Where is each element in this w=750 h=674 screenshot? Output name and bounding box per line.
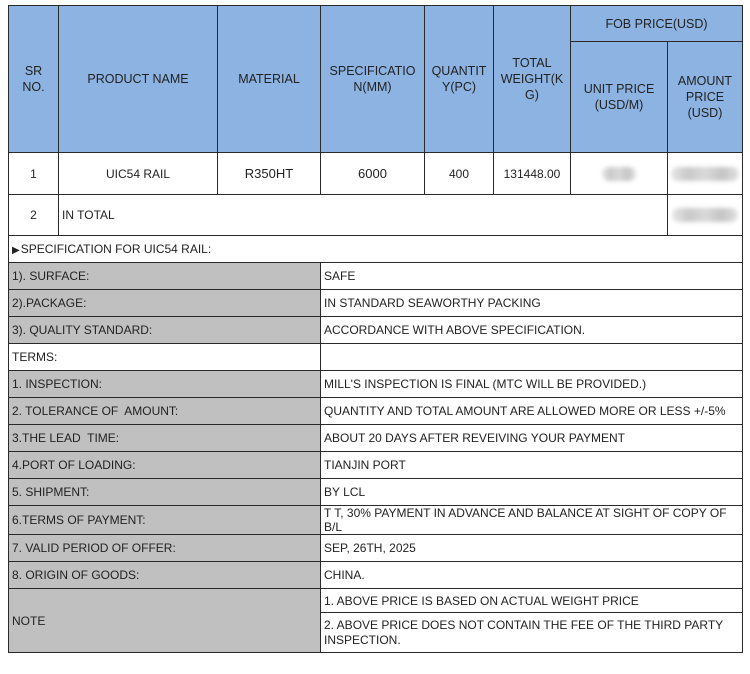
header-quantity: QUANTIT Y(PC) — [425, 6, 494, 153]
spec-row — [9, 317, 743, 344]
table-row — [9, 153, 743, 195]
spec-value: IN STANDARD SEAWORTHY PACKING — [321, 290, 743, 317]
cell-quantity: 400 — [425, 153, 494, 195]
term-label: 1. INSPECTION: — [9, 371, 321, 398]
header-fob-price: FOB PRICE(USD) — [571, 6, 743, 42]
term-value: ABOUT 20 DAYS AFTER REVEIVING YOUR PAYMENT — [321, 425, 743, 452]
header-amount-price: AMOUNT PRICE (USD) — [668, 42, 743, 153]
term-label: 3.THE LEAD TIME: — [9, 425, 321, 452]
spec-row — [9, 263, 743, 290]
cell-total-weight: 131448.00 — [494, 153, 571, 195]
cell-product-name: UIC54 RAIL — [59, 153, 218, 195]
cell-specification: 6000 — [321, 153, 425, 195]
term-label: 4.PORT OF LOADING: — [9, 452, 321, 479]
spec-title-row — [9, 236, 743, 263]
total-row — [9, 195, 743, 236]
header-unit-price: UNIT PRICE (USD/M) — [571, 42, 668, 153]
total-sr-no: 2 — [9, 195, 59, 236]
term-label: 2. TOLERANCE OF AMOUNT: — [9, 398, 321, 425]
cell-amount-price-redacted — [668, 153, 743, 195]
term-row — [9, 398, 743, 425]
note-label: NOTE — [9, 589, 321, 653]
cell-sr-no: 1 — [9, 153, 59, 195]
term-value: T T, 30% PAYMENT IN ADVANCE AND BALANCE AT SIGHT OF COPY OF B/L — [321, 506, 743, 535]
total-label: IN TOTAL — [59, 195, 668, 236]
term-value: MILL'S INSPECTION IS FINAL (MTC WILL BE PROVIDED.) — [321, 371, 743, 398]
term-value: QUANTITY AND TOTAL AMOUNT ARE ALLOWED MORE OR LESS +/-5% — [321, 398, 743, 425]
term-label: 8. ORIGIN OF GOODS: — [9, 562, 321, 589]
spec-value: ACCORDANCE WITH ABOVE SPECIFICATION. — [321, 317, 743, 344]
term-value: CHINA. — [321, 562, 743, 589]
term-row — [9, 425, 743, 452]
terms-title-empty — [321, 344, 743, 371]
spec-label: 1). SURFACE: — [9, 263, 321, 290]
term-label: 6.TERMS OF PAYMENT: — [9, 506, 321, 535]
header-material: MATERIAL — [218, 6, 321, 153]
note-item: 1. ABOVE PRICE IS BASED ON ACTUAL WEIGHT PRICE — [321, 589, 743, 613]
term-label: 5. SHIPMENT: — [9, 479, 321, 506]
header-total-weight: TOTAL WEIGHT(K G) — [494, 6, 571, 153]
note-row — [9, 589, 743, 613]
spec-label: 2).PACKAGE: — [9, 290, 321, 317]
triangle-right-icon: ▶ — [12, 245, 20, 256]
header-row-top — [9, 6, 743, 42]
term-row — [9, 535, 743, 562]
term-row — [9, 452, 743, 479]
term-value: BY LCL — [321, 479, 743, 506]
term-row — [9, 562, 743, 589]
note-item: 2. ABOVE PRICE DOES NOT CONTAIN THE FEE OF THE THIRD PARTY INSPECTION. — [321, 613, 743, 653]
spec-title-text: SPECIFICATION FOR UIC54 RAIL: — [20, 242, 212, 256]
quotation-table — [8, 5, 743, 653]
spec-label: 3). QUALITY STANDARD: — [9, 317, 321, 344]
header-sr-no: SR NO. — [9, 6, 59, 153]
terms-title-row — [9, 344, 743, 371]
quotation-sheet — [8, 5, 742, 653]
term-row — [9, 371, 743, 398]
total-amount-redacted — [668, 195, 743, 236]
spec-title — [9, 236, 743, 263]
term-row — [9, 506, 743, 535]
terms-title: TERMS: — [9, 344, 321, 371]
term-label: 7. VALID PERIOD OF OFFER: — [9, 535, 321, 562]
cell-unit-price-redacted — [571, 153, 668, 195]
header-product-name: PRODUCT NAME — [59, 6, 218, 153]
term-value: TIANJIN PORT — [321, 452, 743, 479]
header-specification: SPECIFICATIO N(MM) — [321, 6, 425, 153]
cell-material: R350HT — [218, 153, 321, 195]
term-row — [9, 479, 743, 506]
term-value: SEP, 26TH, 2025 — [321, 535, 743, 562]
spec-row — [9, 290, 743, 317]
spec-value: SAFE — [321, 263, 743, 290]
